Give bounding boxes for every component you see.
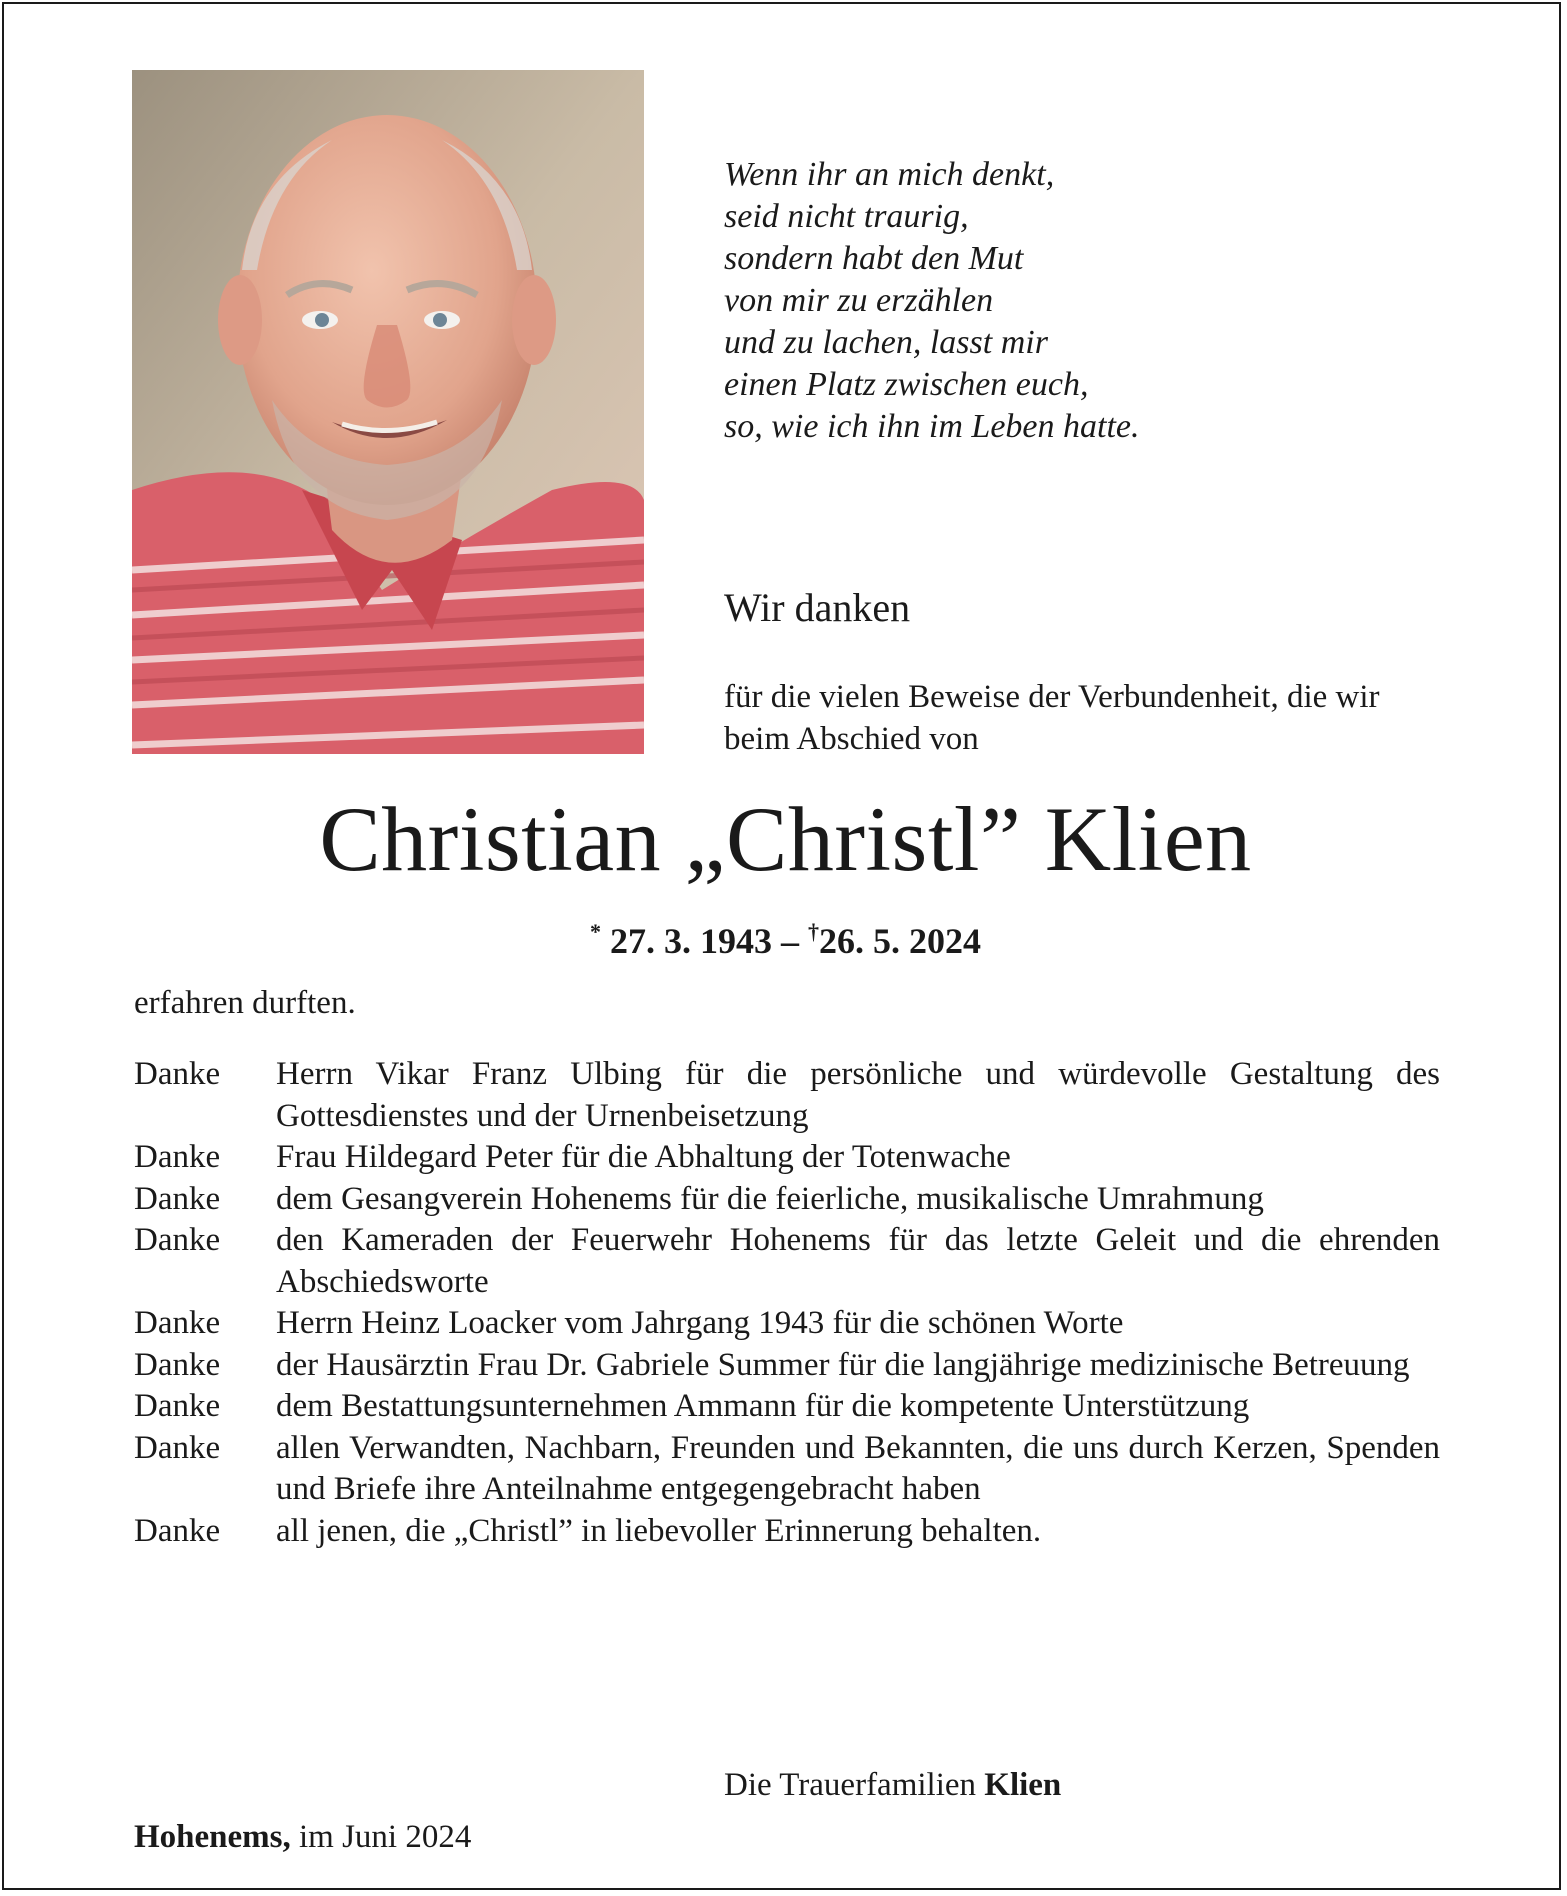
- list-item: [134, 1345, 1440, 1387]
- portrait-illustration: [132, 70, 644, 754]
- danke-text: den Kameraden der Feuerwehr Hohenems für das letzte Geleit und die ehrenden Abschiedsworte: [276, 1222, 1440, 1300]
- experienced-text: erfahren durften.: [134, 985, 356, 1021]
- danke-list: [134, 1054, 1440, 1552]
- birth-date: 27. 3. 1943: [610, 921, 772, 961]
- family-signature: [724, 1764, 1061, 1806]
- list-item: [134, 1428, 1440, 1511]
- signature-prefix: Die Trauerfamilien: [724, 1767, 977, 1803]
- poem-line: sondern habt den Mut: [724, 240, 1024, 277]
- danke-label: Danke: [134, 1346, 221, 1383]
- thanks-heading: Wir danken: [724, 585, 911, 630]
- list-item: [134, 1054, 1440, 1137]
- danke-text: Herrn Heinz Loacker vom Jahrgang 1943 für die schönen Worte: [276, 1305, 1124, 1341]
- poem-line: Wenn ihr an mich denkt,: [724, 156, 1055, 193]
- list-item: [134, 1511, 1440, 1553]
- date-separator: –: [781, 921, 799, 961]
- poem-line: einen Platz zwischen euch,: [724, 366, 1089, 403]
- signature-family-name: Klien: [984, 1767, 1062, 1803]
- danke-label: Danke: [134, 1180, 221, 1217]
- place-name: Hohenems,: [134, 1819, 291, 1855]
- thanks-intro: für die vielen Beweise der Verbundenheit, die wir beim Abschied von: [724, 679, 1380, 757]
- list-item: [134, 1303, 1440, 1345]
- list-item: [134, 1386, 1440, 1428]
- danke-text: dem Bestattungsunternehmen Ammann für die kompetente Unterstützung: [276, 1388, 1250, 1424]
- birth-marker: *: [590, 919, 601, 944]
- list-item: [134, 1179, 1440, 1221]
- danke-label: Danke: [134, 1139, 221, 1175]
- poem-line: und zu lachen, lasst mir: [724, 324, 1048, 361]
- danke-label: Danke: [134, 1056, 221, 1092]
- danke-label: Danke: [134, 1512, 221, 1549]
- obituary-card: [2, 2, 1561, 1890]
- poem-line: seid nicht traurig,: [724, 198, 969, 235]
- place-date: im Juni 2024: [299, 1819, 472, 1855]
- place-and-date: [134, 1816, 471, 1858]
- list-item: [134, 1220, 1440, 1303]
- deceased-name: Christian „Christl” Klien: [319, 788, 1252, 890]
- poem-line: von mir zu erzählen: [724, 282, 994, 319]
- danke-label: Danke: [134, 1222, 221, 1258]
- list-item: [134, 1137, 1440, 1179]
- danke-text: allen Verwandten, Nachbarn, Freunden und Bekannten, die uns durch Kerzen, Spenden und Briefe ihre Anteilnahme entgegengebracht haben: [276, 1429, 1440, 1507]
- portrait-photo: [132, 70, 644, 754]
- danke-text: der Hausärztin Frau Dr. Gabriele Summer für die langjährige medizinische Betreuung: [276, 1346, 1410, 1383]
- death-date: 26. 5. 2024: [819, 921, 981, 961]
- danke-label: Danke: [134, 1388, 221, 1424]
- danke-text: Herrn Vikar Franz Ulbing für die persönliche und würdevolle Gestaltung des Gottesdienstes und der Urnenbeisetzung: [276, 1056, 1440, 1134]
- life-dates: [4, 910, 1567, 963]
- danke-label: Danke: [134, 1429, 221, 1466]
- danke-text: dem Gesangverein Hohenems für die feierliche, musikalische Umrahmung: [276, 1180, 1264, 1217]
- danke-text: Frau Hildegard Peter für die Abhaltung der Totenwache: [276, 1139, 1011, 1175]
- death-marker: †: [808, 919, 819, 944]
- poem-line: so, wie ich ihn im Leben hatte.: [724, 408, 1140, 445]
- danke-label: Danke: [134, 1305, 221, 1341]
- memorial-poem: [724, 154, 1364, 448]
- danke-text: all jenen, die „Christl” in liebevoller Erinnerung behalten.: [276, 1512, 1042, 1549]
